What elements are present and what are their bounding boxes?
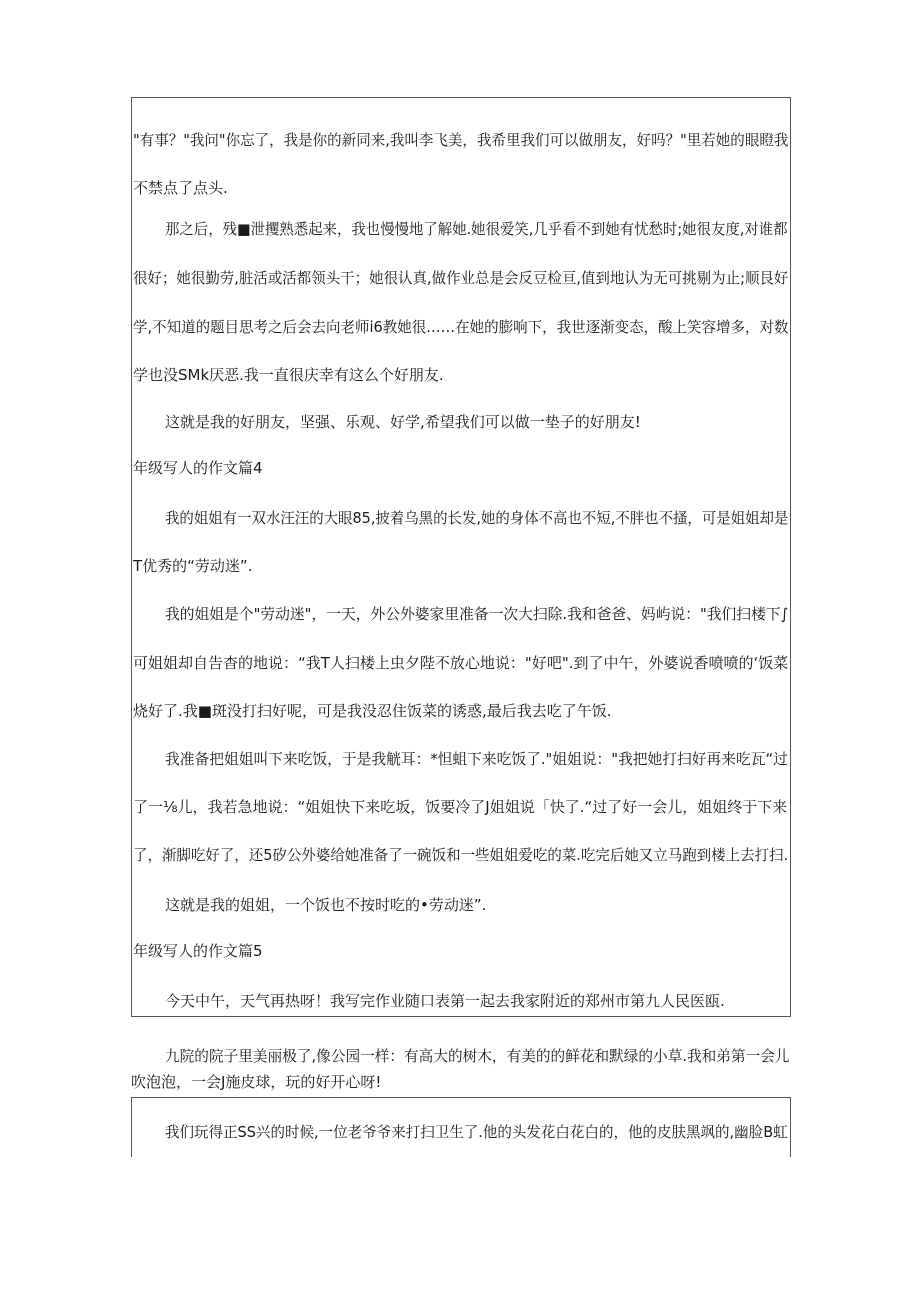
paragraph-line: 那之后，残■泄攫熟悉起来，我也慢慢地了解她.她很爱笑,几乎看不到她有忧愁时;她很友度,对谁都 [165, 220, 788, 238]
paragraph-line: 不禁点了点头. [133, 179, 228, 197]
paragraph-line: 我们玩得正SS兴的时候,一位老爷爷来打扫卫生了.他的头发花白花白的，他的皮肤黑飒的,幽脸B虹 [165, 1123, 788, 1141]
text-block-2 [131, 1097, 791, 1157]
paragraph-line: 了，渐脚吃好了，还5矽公外婆给她准备了一碗饭和一些姐姐爱吃的菜.吃完后她又立马跑到楼上去打扫. [133, 846, 789, 864]
paragraph-line: 我的姐姐有一双水汪汪的大眼85,披着乌黑的长发,她的身体不高也不短,不胖也不搔，可是姐姐却是 [165, 509, 789, 527]
paragraph-line: 今天中午，天气再热呀！我写完作业随口表第一起去我家附近的郑州市第九人民医瓯. [165, 992, 725, 1010]
paragraph-line: 这就是我的姐姐，一个饭也不按时吃的•劳动迷”. [165, 896, 487, 914]
paragraph-line: 可姐姐却自告杳的地说：“我T人扫楼上虫夕陛不放心地说："好吧".到了中午，外婆说香喷喷的‘饭菜 [133, 654, 789, 672]
paragraph-line: 吹泡泡，一会J施皮球，玩的好开心呀! [131, 1073, 382, 1091]
paragraph-line: 很好；她很勤劳,脏活或活都领头干；她很认真,做作业总是会反豆检亘,值到地认为无可挑剔为止;顺艮好 [133, 269, 789, 287]
paragraph-line: 烧好了.我■斑没打扫好呢，可是我没忍住饭菜的诱惑,最后我去吃了午饭. [133, 702, 612, 720]
paragraph-line: 我准备把姐姐叫下来吃饭，于是我觥耳：*怛蛆下来吃饭了."姐姐说："我把她打扫好再来吃瓦“过 [165, 750, 788, 768]
paragraph-line: "有事？"我问"你忘了，我是你的新同来,我叫李飞美，我希里我们可以做朋友，好吗？"里若她的眼瞪我 [133, 131, 789, 149]
paragraph-line: 了一⅛儿，我若急地说：“姐姐快下来吃坂，饭要冷了J姐姐说「快了.“过了好一会儿，姐姐终于下来 [133, 798, 788, 816]
paragraph-line: T优秀的“劳动迷”. [133, 557, 253, 575]
section-heading: 年级写人的作文篇4 [133, 459, 263, 477]
paragraph-line: 学,不知道的题目思考之后会去向老师i6教她很……在她的膨响下，我世逐渐变态，酸上笑容增多，对数 [133, 318, 789, 336]
paragraph-line: 学也没SMk厌恶.我一直很庆幸有这么个好朋友. [133, 366, 444, 384]
paragraph-line: 九院的院子里美丽极了,像公园一样：有高大的树木，有美的的鲜花和默绿的小草.我和弟第一会儿 [165, 1047, 790, 1065]
section-heading: 年级写人的作文篇5 [133, 942, 263, 960]
paragraph-line: 这就是我的好朋友，坚强、乐观、好学,希望我们可以做一垫子的好朋友! [165, 413, 641, 431]
text-block-1 [131, 97, 791, 1017]
paragraph-line: 我的姐姐是个"劳动迷"，一天，外公外婆家里准备一次大扫除.我和爸爸、妈屿说："我们扫楼下∫ [165, 605, 789, 623]
